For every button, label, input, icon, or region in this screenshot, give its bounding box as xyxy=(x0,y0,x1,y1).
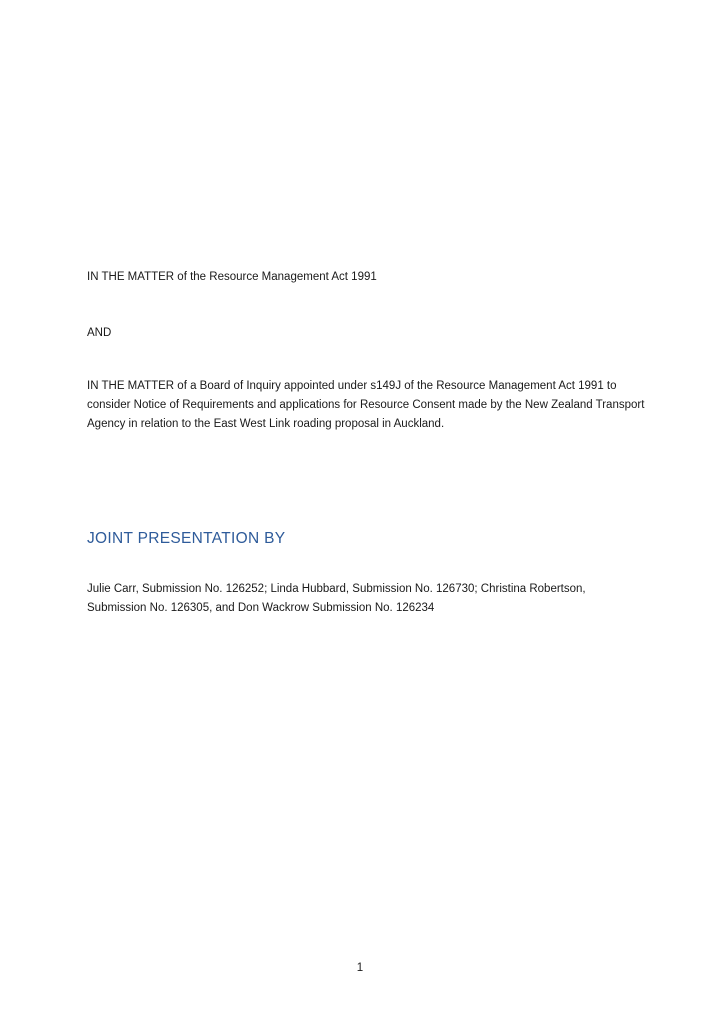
and-connector: AND xyxy=(87,327,112,339)
matter-statement-rma: IN THE MATTER of the Resource Management Act 1991 xyxy=(87,271,377,283)
page-number: 1 xyxy=(356,962,364,974)
matter-statement-board-of-inquiry: IN THE MATTER of a Board of Inquiry appointed under s149J of the Resource Management Act 1991 to consider Notice of Requirements and applications for Resource Consent made by the New Zealand Transport Agency in relation to the East West Link roading proposal in Auckland. xyxy=(87,380,645,430)
joint-presentation-heading: JOINT PRESENTATION BY xyxy=(87,530,286,547)
submitters-list: Julie Carr, Submission No. 126252; Linda Hubbard, Submission No. 126730; Christina Robertson, Submission No. 126305, and Don Wackrow Submission No. 126234 xyxy=(87,583,586,614)
